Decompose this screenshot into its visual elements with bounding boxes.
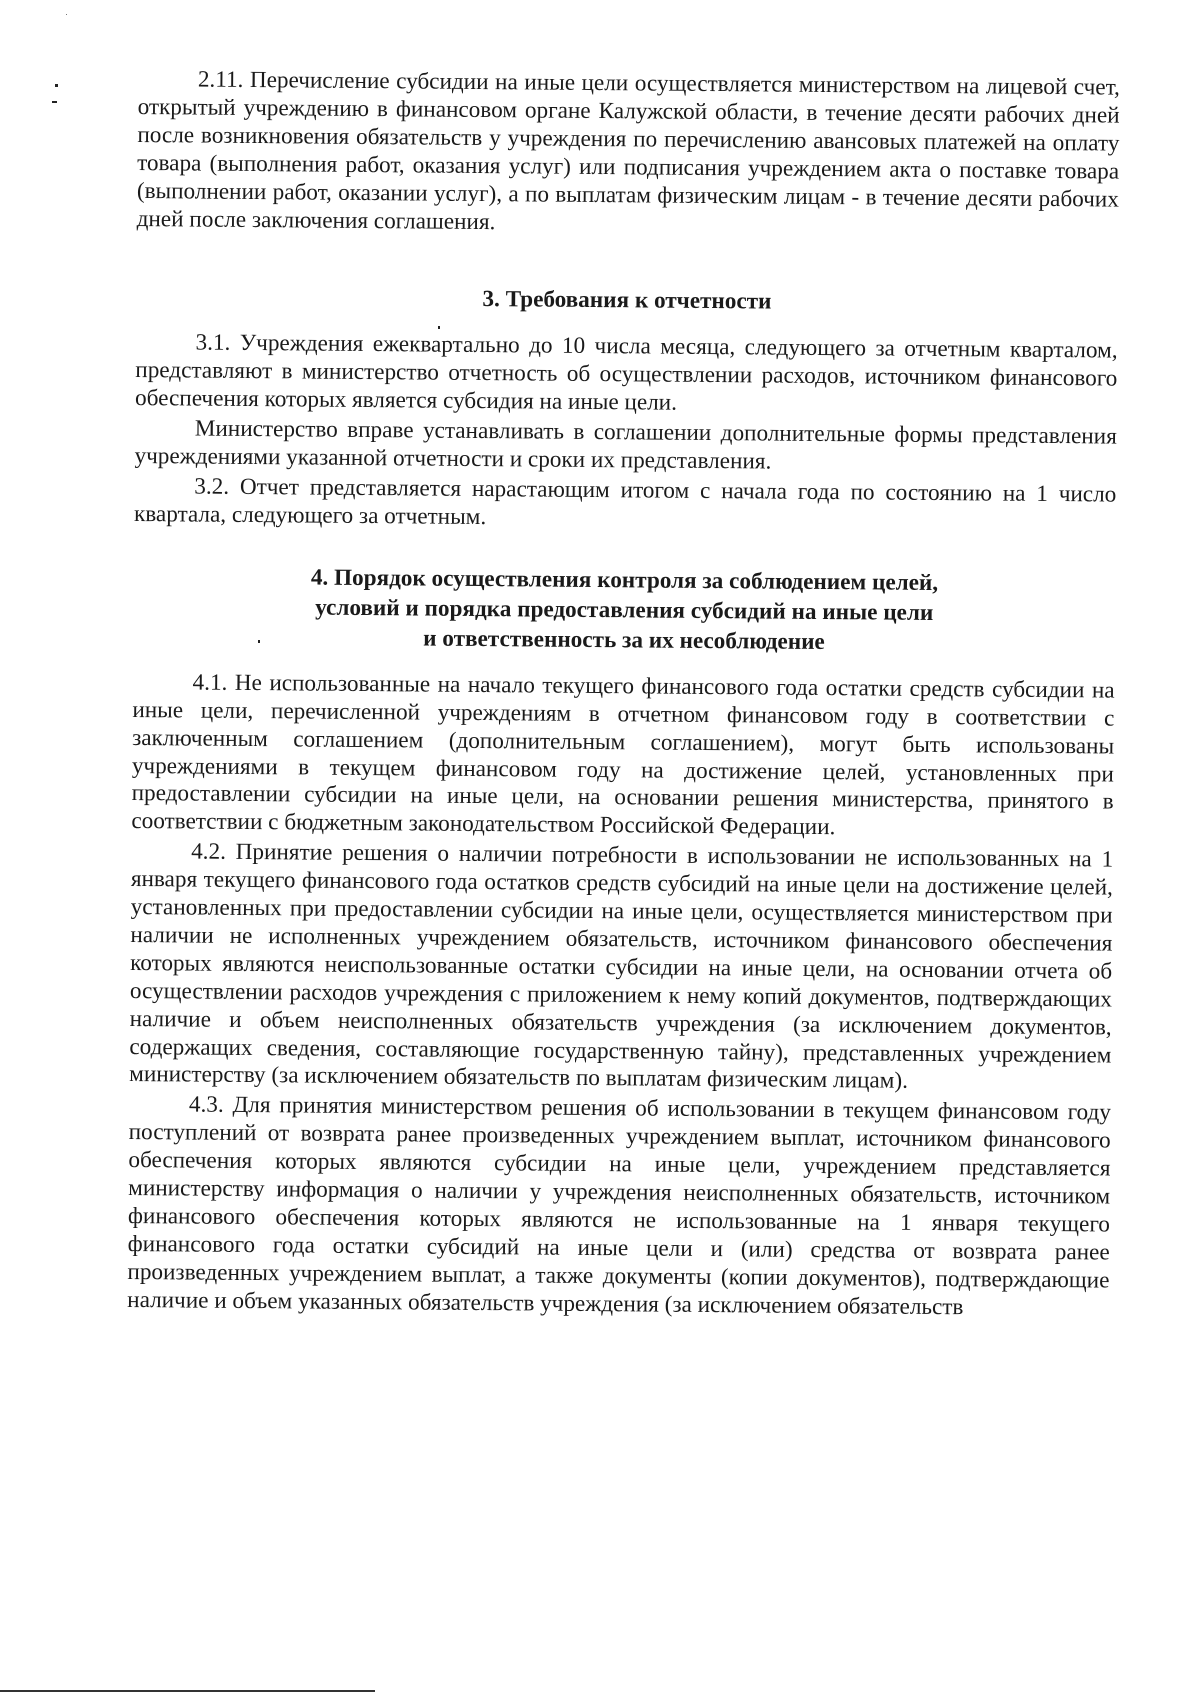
document-body xyxy=(127,66,1120,1323)
footnote-separator xyxy=(0,1690,375,1692)
paragraph-4-2: 4.2. Принятие решения о наличии потребности в использовании не использованных на 1 января текущего финансового года остатков средств субсидий на иные цели на достижение целей, установленных при предоставлении субсидии на иные цели, осуществляется министерством при наличии не исполненных учреждением обязательств, источником финансового обеспечения которых являются неиспользованные остатки субсидии на иные цели, на основании отчета об осуществлении расходов учреждения с приложением к нему копий документов, подтверждающих наличие и объем неисполненных обязательств учреждения (за исключением документов, содержащих сведения, составляющие государственную тайну), представленных учреждением министерству (за исключением обязательств по выплатам физическим лицам). xyxy=(129,838,1114,1095)
section-3-heading: 3. Требования к отчетности xyxy=(482,286,772,315)
section-4-heading-line: 4. Порядок осуществления контроля за соблюдением целей, xyxy=(310,564,939,596)
paragraph-3-1-continuation: Министерство вправе устанавливать в соглашении дополнительные формы представления учреждениями указанной отчетности и сроки их представления. xyxy=(134,415,1117,475)
scan-mark xyxy=(66,14,67,15)
scan-mark xyxy=(55,84,58,87)
section-4-heading-line: и ответственность за их несоблюдение xyxy=(423,625,825,655)
paragraph-2-11: 2.11. Перечисление субсидии на иные цели осуществляется министерством на лицевой счет, открытый учреждению в финансовом органе Калужской области, в течение десяти рабочих дней после возникновения обязательств у учреждения по перечислению авансовых платежей на оплату товара (выполнения работ, оказания услуг) или подписания учреждением акта о поставке товара (выполнении работ, оказании услуг), а по выплатам физическим лицам - в течение десяти рабочих дней после заключения соглашения. xyxy=(136,66,1120,235)
paragraph-4-1: 4.1. Не использованные на начало текущего финансового года остатки средств субсидии на иные цели, перечисленной учреждениям в отчетном финансовом году в соответствии с заключенным соглашением (дополнительным соглашением), могут быть использованы учреждениями в текущем финансовом году на достижение целей, установленных при предоставлении субсидии на иные цели, на основании решения министерства, принятого в соответствии с бюджетным законодательством Российской Федерации. xyxy=(131,669,1115,841)
paragraph-4-3: 4.3. Для принятия министерством решения об использовании в текущем финансовом году поступлений от возврата ранее произведенных учреждением выплат, источником финансового обеспечения которых являются субсидии на иные цели, учреждением представляется министерству информация о наличии у учреждения неисполненных обязательств, источником финансового обеспечения которых являются не использованные на 1 января текущего финансового года остатки субсидий на иные цели и (или) средства от возврата ранее произведенных учреждением выплат, а также документы (копии документов), подтверждающие наличие и объем указанных обязательств учреждения (за исключением обязательств xyxy=(127,1091,1112,1320)
paragraph-3-1: 3.1. Учреждения ежеквартально до 10 числа месяца, следующего за отчетным кварталом, представляют в министерство отчетность об осуществлении расходов, источником финансового обеспечения которых является субсидия на иные цели. xyxy=(134,329,1118,416)
section-4-heading xyxy=(133,561,1116,660)
paragraph-3-2: 3.2. Отчет представляется нарастающим итогом с начала года по состоянию на 1 число квартала, следующего за отчетным. xyxy=(133,473,1117,530)
section-4-heading-line: условий и порядка предоставления субсидий на иные цели xyxy=(315,594,934,626)
scan-mark xyxy=(52,101,57,103)
